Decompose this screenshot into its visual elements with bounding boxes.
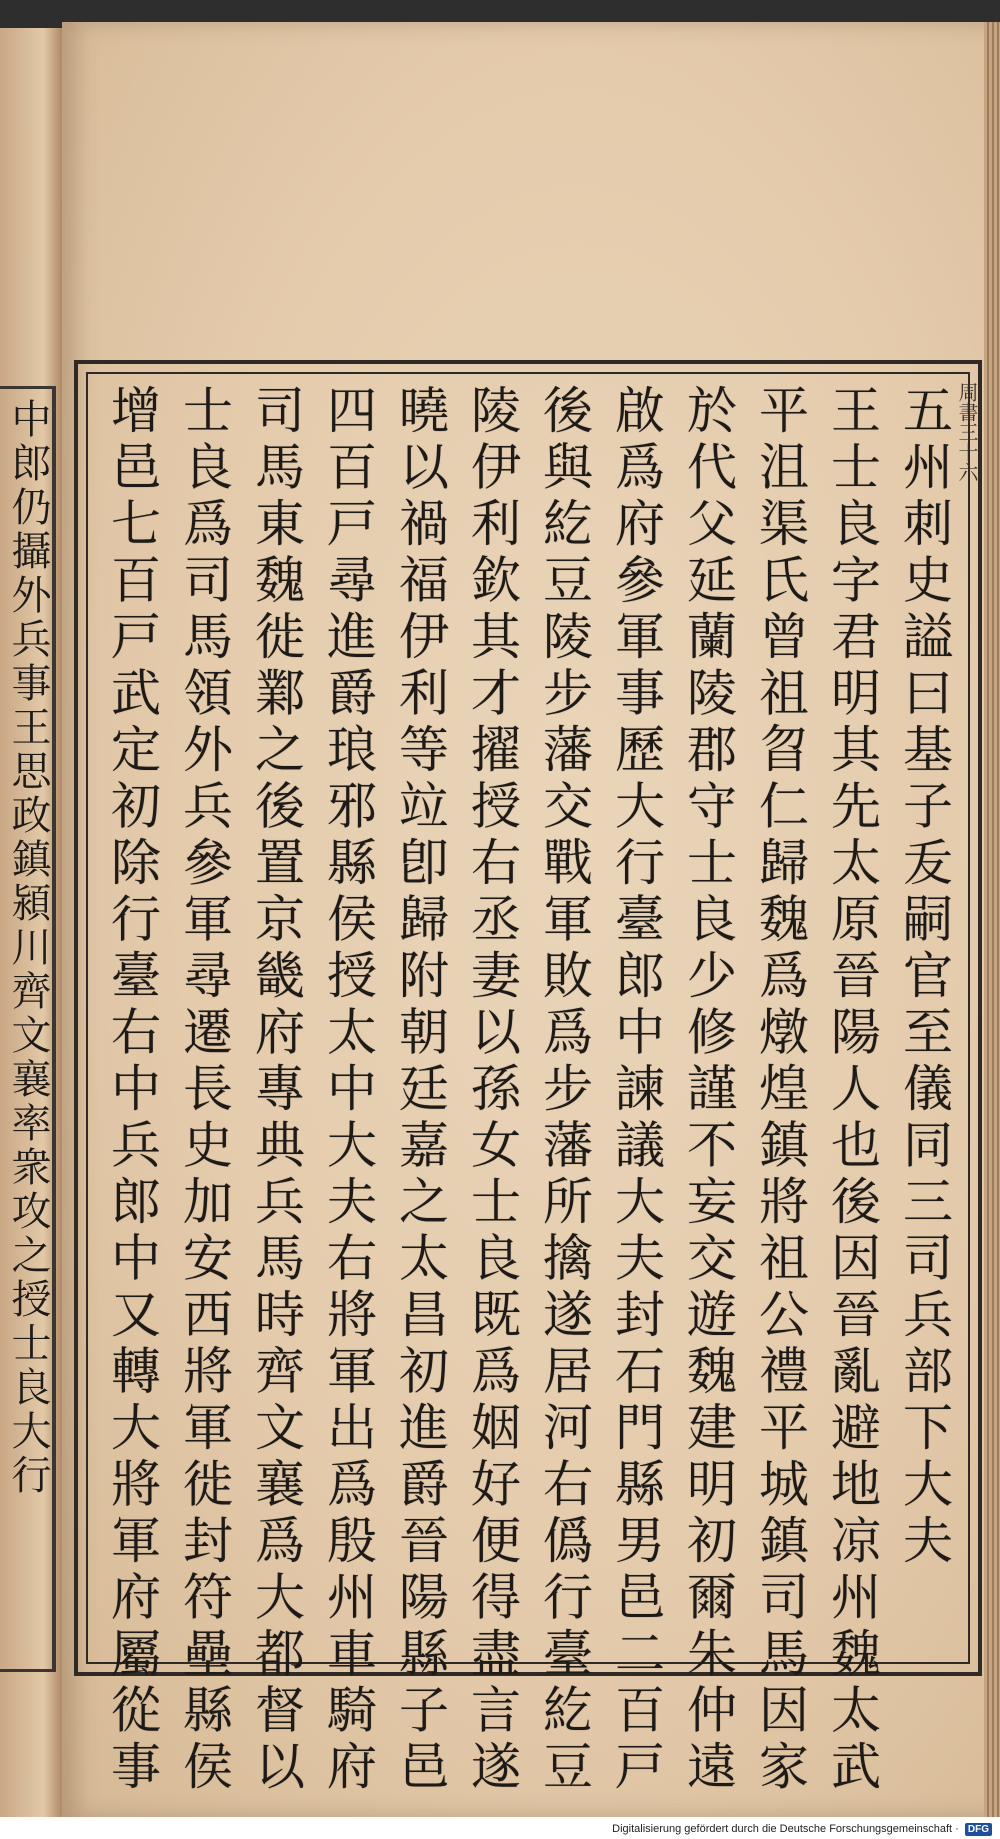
dfg-credit-text: Digitalisierung gefördert durch die Deutsche Forschungsgemeinschaft · xyxy=(612,1823,959,1835)
text-frame xyxy=(74,360,982,1797)
main-page xyxy=(62,22,1000,1817)
facing-page-fragment xyxy=(0,28,62,1828)
text-column-1: 五州刺史謚曰基子叐嗣官至儀同三司兵部下大夫 xyxy=(895,384,953,1571)
text-column-11: 士良爲司馬領外兵參軍尋遷長史加安西將軍徙封符壘縣侯 xyxy=(175,384,233,1797)
page-stack-edge xyxy=(984,22,1000,1817)
facing-page-text-column: 中郎仍攝外兵事王思政鎮潁川齊文襄率衆攻之授士良大行 xyxy=(5,398,51,1498)
text-column-6: 後與紇豆陵步藩交戰軍敗爲步藩所擒遂居河右僞行臺紇豆 xyxy=(535,384,593,1797)
margin-header: 周書三十六 xyxy=(955,382,979,482)
text-column-3: 平沮渠氏曾祖㫚仁歸魏爲燉煌鎮將祖公禮平城鎮司馬因家 xyxy=(751,384,809,1797)
text-column-10: 司馬東魏徙鄴之後置京畿府專典兵馬時齊文襄爲大都督以 xyxy=(247,384,305,1797)
text-column-2: 王士良字君明其先太原晉陽人也後因晉亂避地凉州魏太武 xyxy=(823,384,881,1797)
text-column-4: 於代父延蘭陵郡守士良少修謹不妄交遊魏建明初爾朱仲遠 xyxy=(679,384,737,1797)
text-column-5: 啟爲府參軍事歷大行臺郎中諫議大夫封石門縣男邑二百戸 xyxy=(607,384,665,1797)
text-column-8: 曉以禍福伊利等竝卽歸附朝廷嘉之太昌初進爵晉陽縣子邑 xyxy=(391,384,449,1797)
text-column-7: 陵伊利欽其才擢授右丞妻以孫女士良既爲姻好便得盡言遂 xyxy=(463,384,521,1797)
text-column-9: 四百戸尋進爵琅邪縣侯授太中大夫右將軍出爲殷州車騎府 xyxy=(319,384,377,1797)
text-column-12: 增邑七百戸武定初除行臺右中兵郎中又轉大將軍府屬從事 xyxy=(103,384,161,1797)
digitization-footer xyxy=(0,1817,1000,1839)
text-columns xyxy=(98,384,958,1797)
dfg-credit xyxy=(612,1823,992,1836)
dfg-logo-icon: DFG xyxy=(965,1823,992,1836)
